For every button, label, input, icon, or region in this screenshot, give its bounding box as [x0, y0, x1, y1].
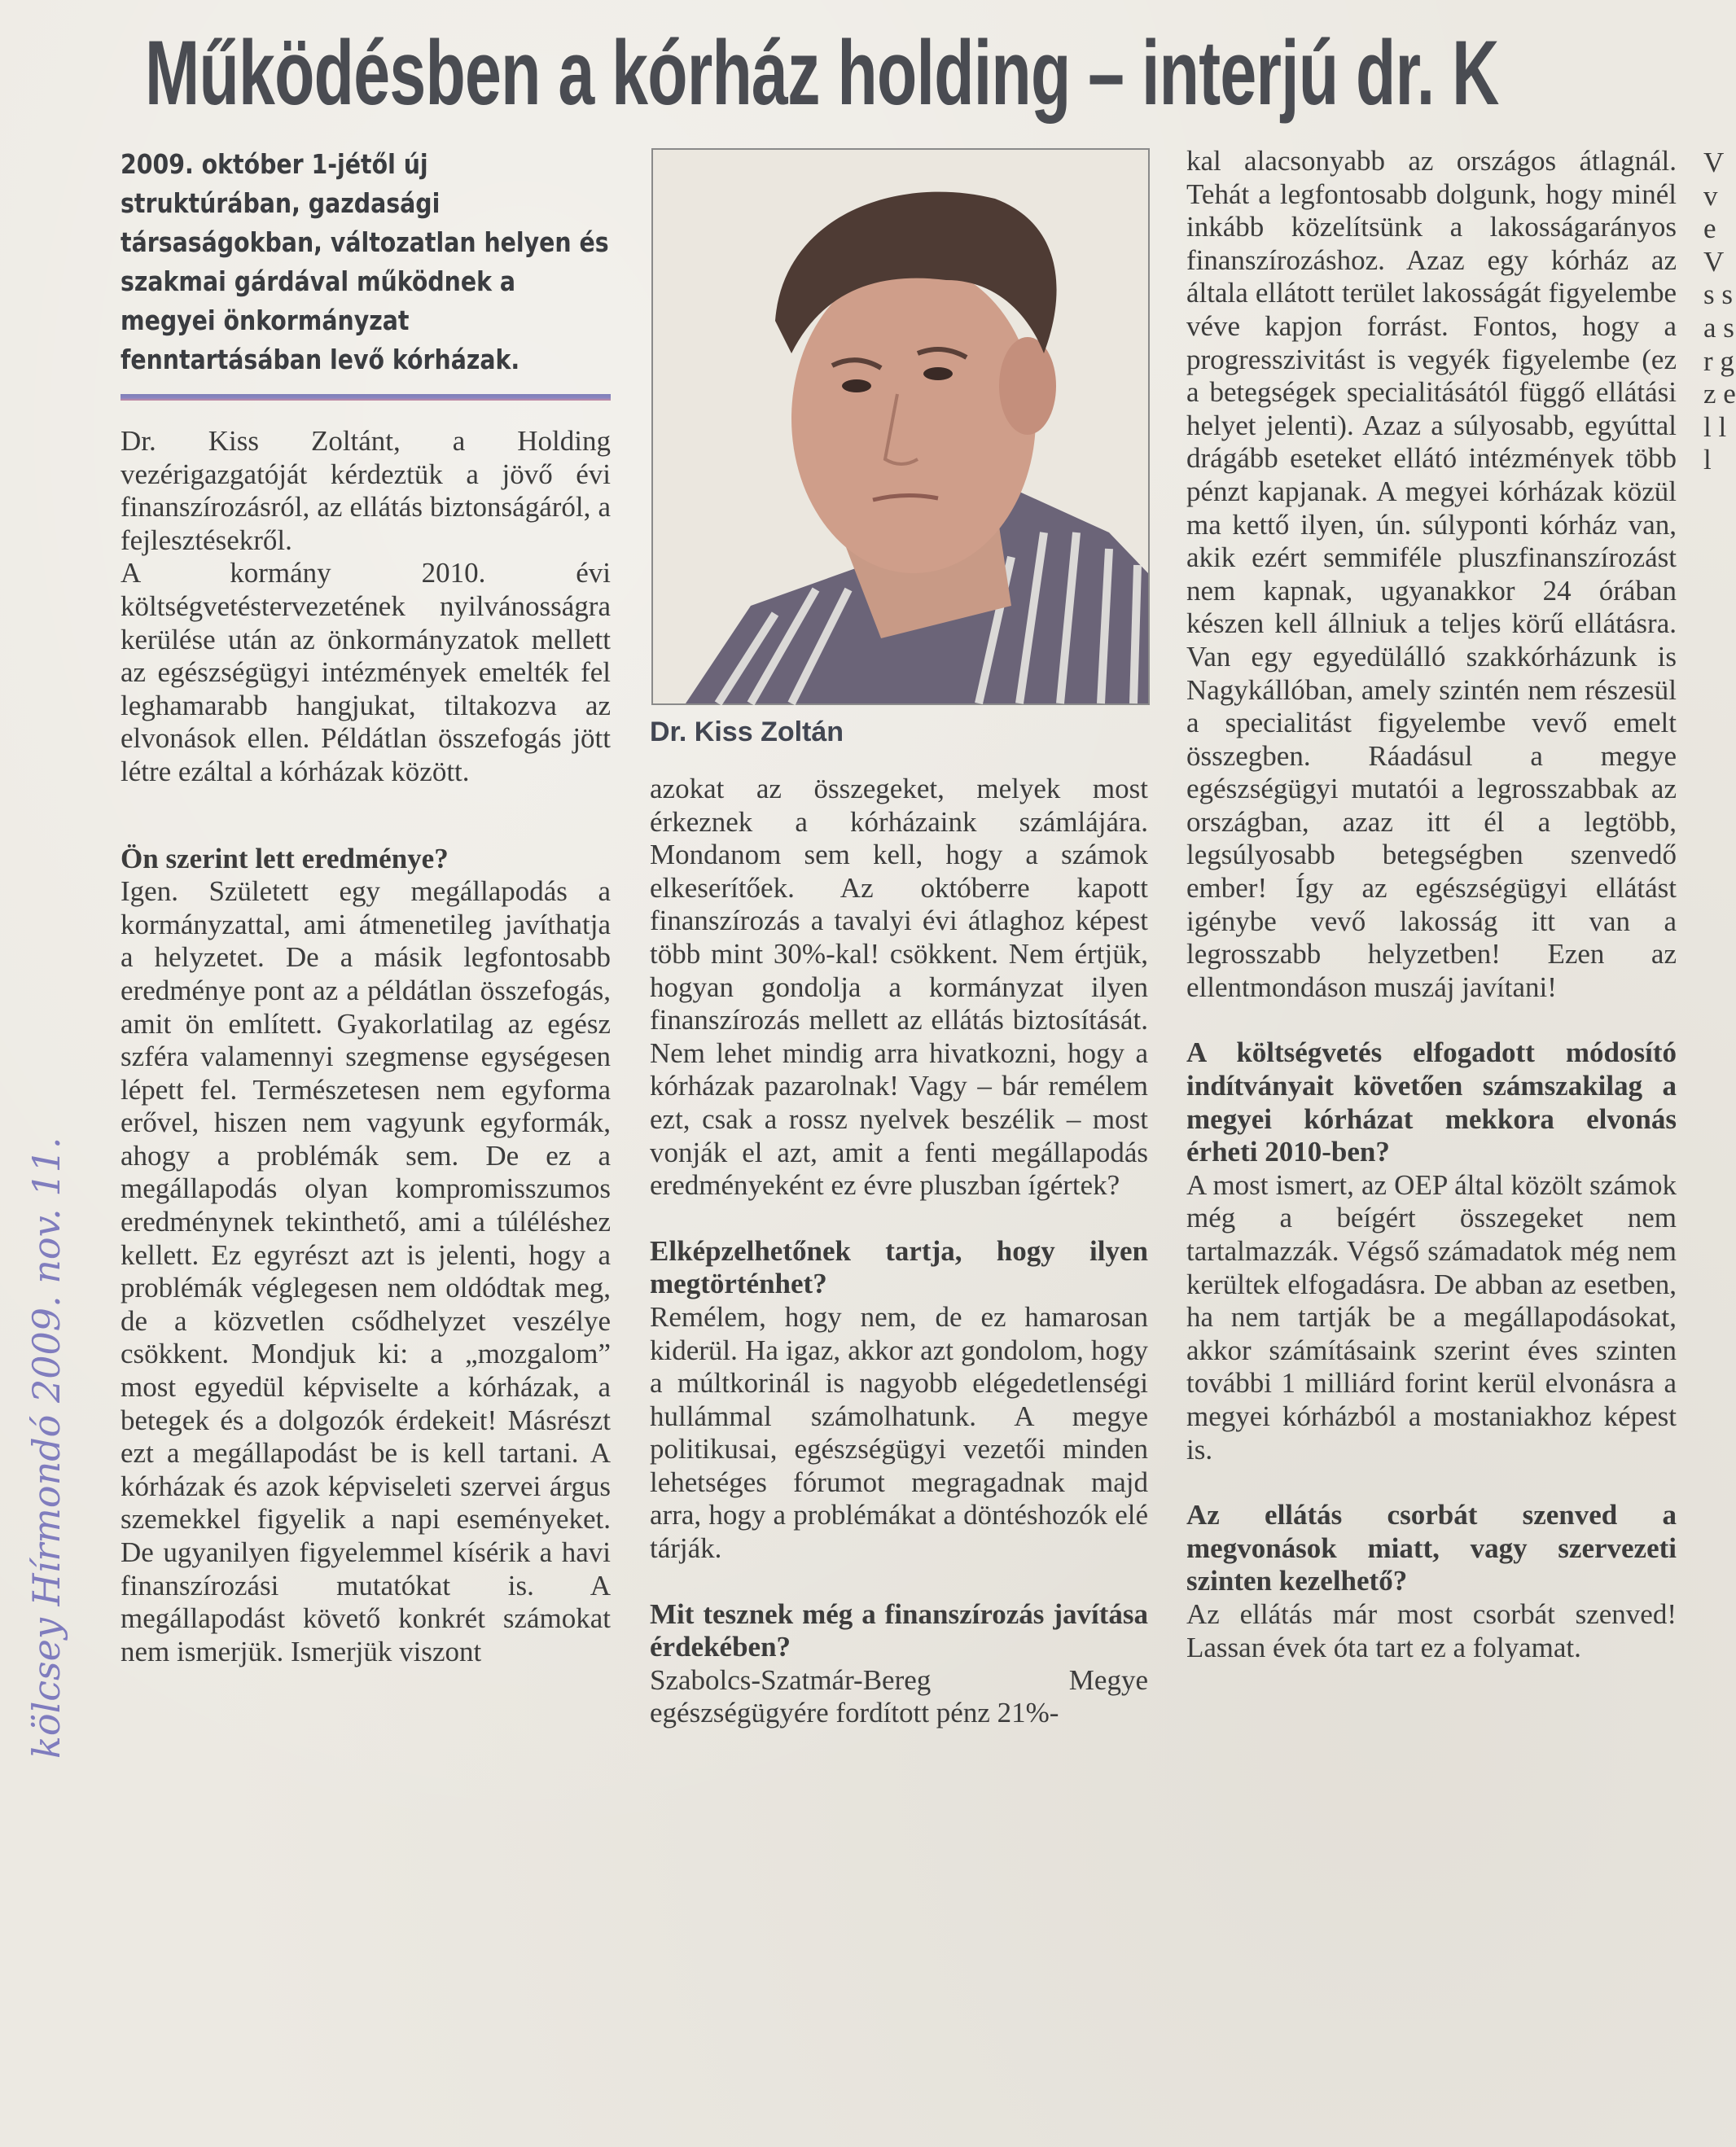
portrait-photo [651, 148, 1150, 705]
answer-3: Szabolcs-Szatmár-Bereg Megye egészségügyére fordított pénz 21%- [650, 1663, 1148, 1729]
answer-1-continued: azokat az összegeket, melyek most érkeznek a kórházaink számlájára. Mondanom sem kell, hogy a számok elkeserítőek. Az októberre kapott finanszírozás a tavalyi évi átlaghoz képest több mint 30%-kal! csökkent. Nem értjük, hogyan gondolja a kormányzat ilyen finanszírozás mellett az ellátás biztosítását. Nem lehet mindig arra hivatkozni, hogy a kórházak pazarolnak! Vagy – bár remélem ezt, csak a rossz nyelvek beszélik – most vonják el azt, amit a fenti megállapodás eredményeként ez évre pluszban ígértek? [650, 773, 1148, 1202]
article-lead: 2009. október 1-jétől új struktúrában, gazdasági társaságokban, változatlan helyen és szakmai gárdával működnek a megyei önkormányzat fenntartásában levő kórházak. [121, 148, 609, 375]
lead-divider [121, 394, 611, 401]
column-1 [121, 425, 611, 1668]
intro-paragraph-1: Dr. Kiss Zoltánt, a Holding vezérigazgatóját kérdeztük a jövő évi finanszírozásról, az ellátás biztonságáról, a fejlesztésekről. [121, 425, 611, 556]
answer-2: Remélem, hogy nem, de ez hamarosan kiderül. Ha igaz, akkor azt gondolom, hogy a múltkorinál is nagyobb elégedetlenségi hullámmal számolhatunk. A megye politikusai, egészségügyi vezetői minden lehetséges fórumot megragadnak majd arra, hogy a problémákat a döntéshozók elé tárják. [650, 1300, 1148, 1565]
portrait-image [653, 150, 1148, 703]
next-article-fragment: V v e V s s a s r g z e l l l [1703, 147, 1736, 476]
answer-4: A most ismert, az OEP által közölt számok még a beígért összegeket nem tartalmazzák. Végső számadatok még nem kerültek elfogadásra. De abban az esetben, ha nem tartják be a megállapodásokat, akkor számításaink szerint éves szinten további 1 milliárd forint kerül elvonásra a megyei kórházból a mostaniakhoz képest is. [1186, 1168, 1677, 1466]
question-2: Elképzelhetőnek tartja, hogy ilyen megtörténhet? [650, 1234, 1148, 1300]
answer-5: Az ellátás már most csorbát szenved! Lassan évek óta tart ez a folyamat. [1186, 1597, 1677, 1663]
article-headline: Működésben a kórház holding – interjú dr. K [145, 22, 1499, 124]
column-2 [650, 773, 1148, 1730]
photo-caption: Dr. Kiss Zoltán [650, 716, 844, 747]
question-3: Mit tesznek még a finanszírozás javítása érdekében? [650, 1597, 1148, 1663]
intro-paragraph-2: A kormány 2010. évi költségvetéstervezetének nyilvánosságra kerülése után az önkormányzatok mellett az egészségügyi intézmények emelték fel leghamarabb hangjukat, tiltakozva az elvonások ellen. Példátlan összefogás jött létre ezáltal a kórházak között. [121, 557, 611, 787]
handwritten-note: kölcsey Hírmondó 2009. nov. 11. [24, 1137, 68, 1759]
question-1: Ön szerint lett eredménye? [121, 842, 449, 874]
answer-1: Igen. Született egy megállapodás a kormányzattal, ami átmenetileg javíthatja a helyzetet. De a másik legfontosabb eredménye pont az a példátlan összefogás, amit ön említett. Gyakorlatilag az egész szféra valamennyi szegmense egységesen lépett fel. Természetesen nem egyforma erővel, hiszen nem vagyunk egyformák, ahogy a problémák sem. De ez a megállapodás olyan kompromisszumos eredménynek tekinthető, ami a túléléshez kellett. Ez egyrészt azt is jelenti, hogy a problémák véglegesen nem oldódtak meg, de a közvetlen csődhelyzet veszélye csökkent. Mondjuk ki: a „mozgalom” most egyedül képviselte a kórházak, a betegek és a dolgozók érdekeit! Másrészt ezt a megállapodást be is kell tartani. A kórházak és azok képviseleti szervei árgus szemekkel figyelik a napi eseményeket. De ugyanilyen figyelemmel kísérik a havi finanszírozási mutatókat is. A megállapodást követő konkrét számokat nem ismerjük. Ismerjük viszont [121, 875, 611, 1667]
column-3 [1186, 145, 1677, 1664]
question-4: A költségvetés elfogadott módosító indítványait követően számszakilag a megyei kórházat mekkora elvonás érheti 2010-ben? [1186, 1036, 1677, 1168]
answer-3-continued: kal alacsonyabb az országos átlagnál. Tehát a legfontosabb dolgunk, hogy minél inkább közelítsünk a lakosságarányos finanszírozáshoz. Azaz egy kórház az általa ellátott terület lakosságát figyelembe véve kapjon forrást. Fontos, hogy a progresszivitást is vegyék figyelembe (ez a betegségek specialitásától függő ellátási helyet jelenti). Azaz a súlyosabb, egyúttal drágább eseteket ellátó intézmények több pénzt kapjanak. A megyei kórházak közül ma kettő ilyen, ún. súlyponti kórház van, akik ezért semmiféle pluszfinanszírozást nem kapnak, ugyanakkor 24 órában készen kell állniuk a teljes körű ellátásra. Van egy egyedülálló szakkórházunk is Nagykállóban, amely szintén nem részesül a specialitást figyelembe vevő emelt összegben. Ráadásul a megye egészségügyi mutatói a legrosszabbak az országban, azaz itt él a legtöbb, legsúlyosabb betegségben szenvedő ember! Így az egészségügyi ellátást igénybe vevő lakosság itt van a legrosszabb helyzetben! Ezen az ellentmondáson muszáj javítani! [1186, 145, 1677, 1003]
question-5: Az ellátás csorbát szenved a megvonások miatt, vagy szervezeti szinten kezelhető? [1186, 1499, 1677, 1597]
